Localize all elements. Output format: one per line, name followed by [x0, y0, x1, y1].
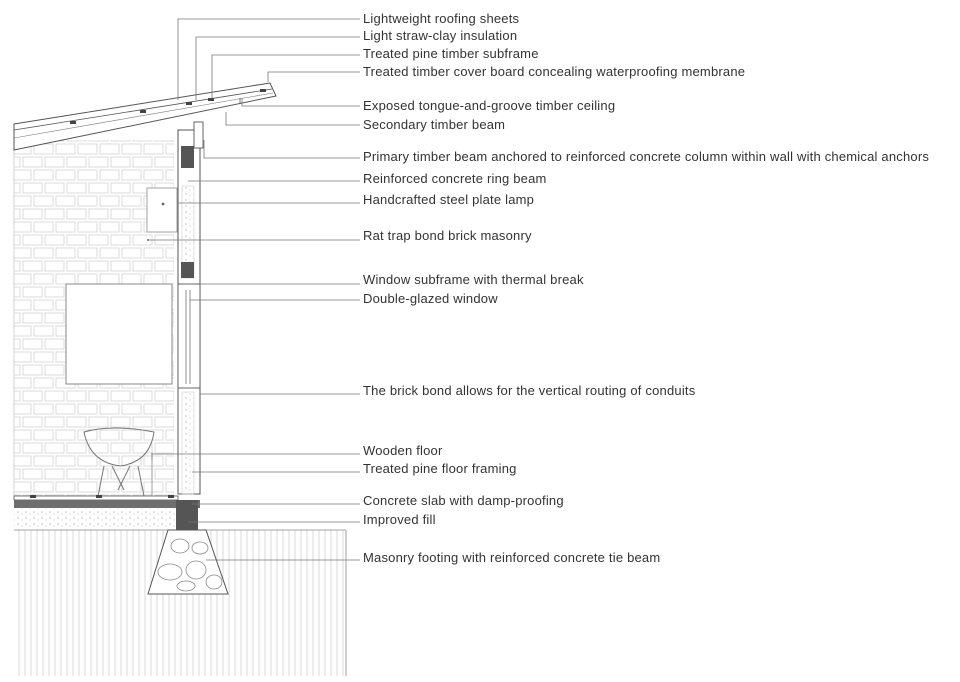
label-secondary-beam: Secondary timber beam	[363, 117, 506, 132]
wall-section	[178, 122, 203, 494]
label-floor-framing: Treated pine floor framing	[363, 461, 517, 476]
label-window-subframe: Window subframe with thermal break	[363, 272, 584, 287]
steel-plate-lamp	[147, 188, 177, 232]
label-primary-beam: Primary timber beam anchored to reinforced concrete column within wall with chemical anchors	[363, 149, 930, 164]
label-improved-fill: Improved fill	[363, 512, 436, 527]
label-timber-ceiling: Exposed tongue-and-groove timber ceiling	[363, 98, 616, 113]
label-masonry-footing: Masonry footing with reinforced concrete tie beam	[363, 550, 661, 565]
label-ring-beam: Reinforced concrete ring beam	[363, 171, 547, 186]
window-elevation	[66, 284, 172, 384]
label-brick-masonry: Rat trap bond brick masonry	[363, 228, 532, 243]
label-insulation: Light straw-clay insulation	[363, 28, 518, 43]
label-concrete-slab: Concrete slab with damp-proofing	[363, 493, 564, 508]
label-cover-board: Treated timber cover board concealing waterproofing membrane	[363, 64, 746, 79]
label-double-glazed: Double-glazed window	[363, 291, 498, 306]
label-wooden-floor: Wooden floor	[363, 443, 443, 458]
roof	[14, 83, 276, 150]
label-brick-bond-conduits: The brick bond allows for the vertical routing of conduits	[363, 383, 696, 398]
label-lamp: Handcrafted steel plate lamp	[363, 192, 535, 207]
label-timber-subframe: Treated pine timber subframe	[363, 46, 539, 61]
label-roofing-sheets: Lightweight roofing sheets	[363, 11, 520, 26]
